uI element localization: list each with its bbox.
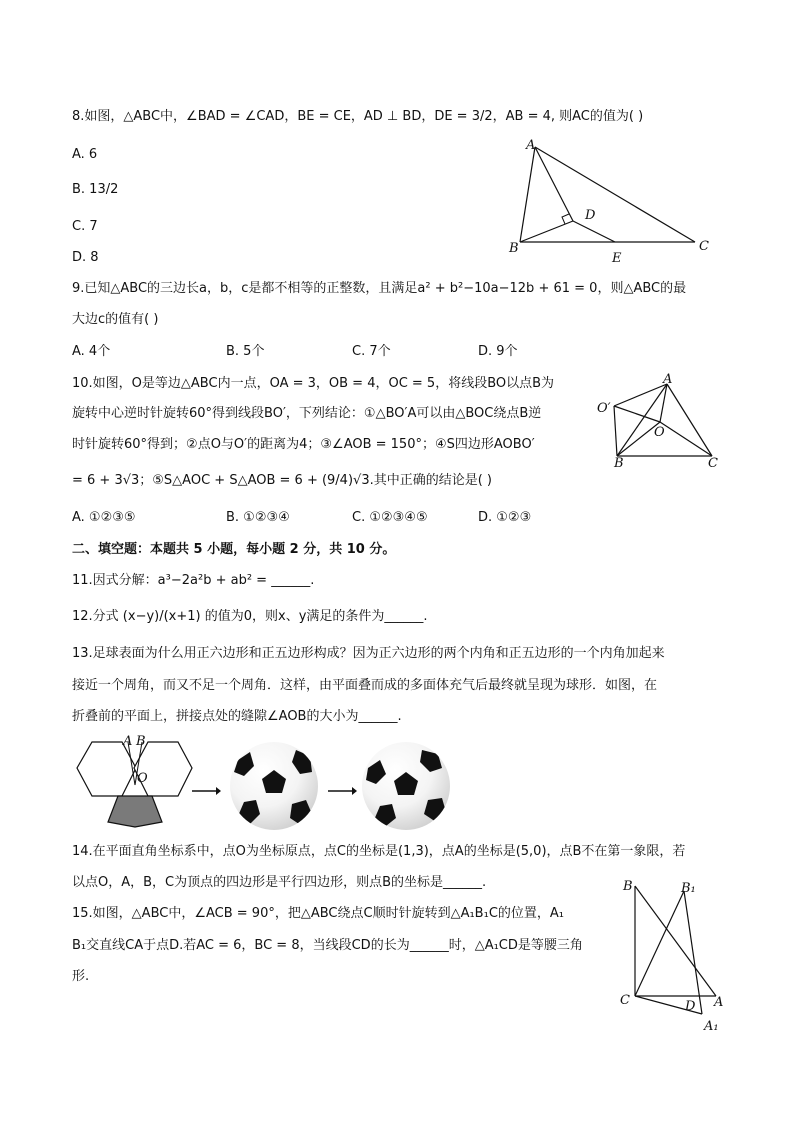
q11-text: 11.因式分解：a³−2a²b + ab² = ______. (72, 573, 315, 588)
q14-line-2: 以点O，A，B，C为顶点的四边形是平行四边形，则点B的坐标是______. (72, 875, 487, 890)
q14-line-1: 14.在平面直角坐标系中，点O为坐标原点，点C的坐标是(1,3)，点A的坐标是(5,0)，点B不在第一象限，若 (72, 844, 686, 859)
q8-label-c: C (699, 239, 709, 254)
q15-label-c: C (620, 993, 630, 1008)
q8-option-b: B. 13/2 (72, 182, 119, 197)
q13-line-3: 折叠前的平面上，拼接点处的缝隙∠AOB的大小为______. (72, 709, 402, 724)
q13-hexagon-pentagon-figure (70, 730, 200, 830)
q13-line-1: 13.足球表面为什么用正六边形和正五边形构成？因为正六边形的两个内角和正五边形的一个内角加起来 (72, 646, 665, 661)
q10-label-o-prime: O′ (597, 401, 611, 416)
q12-text: 12.分式 (x−y)/(x+1) 的值为0，则x、y满足的条件为______. (72, 609, 428, 624)
q13-label-o: O (137, 771, 148, 786)
q8-option-a: A. 6 (72, 147, 98, 162)
q8-label-a: A (526, 138, 536, 153)
q10-label-a: A (663, 372, 673, 387)
q10-line-2: 旋转中心逆时针旋转60°得到线段BO′，下列结论：①△BO′A可以由△BOC绕点B逆 (72, 406, 542, 421)
q13-line-2: 接近一个周角，而又不足一个周角．这样，由平面叠而成的多面体充气后最终就呈现为球形．如图，在 (72, 678, 658, 693)
arrow-icon (190, 784, 222, 798)
q8-label-d: D (585, 208, 596, 223)
q8-label-e: E (612, 251, 622, 266)
q15-label-a: A (714, 995, 724, 1010)
q10-option-d: D. ①②③ (478, 510, 532, 525)
q10-line-1: 10.如图，O是等边△ABC内一点，OA = 3，OB = 4，OC = 5，将线段BO以点B为 (72, 376, 555, 391)
q10-option-b: B. ①②③④ (226, 510, 290, 525)
q9-option-a: A. 4个 (72, 344, 111, 359)
q9-line-1: 9.已知△ABC的三边长a，b，c是都不相等的正整数，且满足a² + b²−10a−12b + 61 = 0，则△ABC的最 (72, 281, 687, 296)
q10-line-4: = 6 + 3√3；⑤S△AOC + S△AOB = 6 + (9/4)√3.其中正确的结论是( ) (72, 473, 492, 488)
q10-option-c: C. ①②③④⑤ (352, 510, 428, 525)
q15-label-b: B (623, 879, 633, 894)
q8-label-b: B (509, 241, 519, 256)
q9-line-2: 大边c的值有( ) (72, 312, 159, 327)
q10-label-o: O (654, 425, 665, 440)
q15-rotation-figure (610, 872, 730, 1037)
soccer-ball-image (230, 742, 318, 830)
q15-line-3: 形. (72, 969, 90, 984)
q10-label-b: B (614, 456, 624, 471)
q15-line-2: B₁交直线CA于点D.若AC = 6，BC = 8，当线段CD的长为______时，△A₁CD是等腰三角 (72, 938, 583, 953)
section-2-heading: 二、填空题：本题共 5 小题，每小题 2 分，共 10 分。 (72, 542, 396, 557)
q15-line-1: 15.如图，△ABC中，∠ACB = 90°，把△ABC绕点C顺时针旋转到△A₁B₁C的位置，A₁ (72, 906, 564, 921)
q10-equilateral-figure (592, 372, 727, 472)
arrow-icon (326, 784, 358, 798)
q15-label-b1: B₁ (681, 881, 696, 896)
q10-option-a: A. ①②③⑤ (72, 510, 136, 525)
q9-option-b: B. 5个 (226, 344, 265, 359)
q9-option-c: C. 7个 (352, 344, 391, 359)
q8-option-c: C. 7 (72, 219, 98, 234)
soccer-ball-image (362, 742, 450, 830)
q10-line-3: 时针旋转60°得到；②点O与O′的距离为4；③∠AOB = 150°；④S四边形AOBO′ (72, 437, 535, 452)
q10-label-c: C (708, 456, 718, 471)
q13-label-a: A (123, 734, 133, 749)
q8-option-d: D. 8 (72, 250, 99, 265)
q8-stem: 8.如图，△ABC中，∠BAD = ∠CAD，BE = CE，AD ⊥ BD，DE = 3/2，AB = 4, 则AC的值为( ) (72, 109, 644, 124)
q15-label-d: D (685, 999, 696, 1014)
q15-label-a1: A₁ (704, 1019, 719, 1034)
q13-label-b: B (136, 734, 146, 749)
q9-option-d: D. 9个 (478, 344, 518, 359)
q8-triangle-figure (505, 135, 725, 270)
